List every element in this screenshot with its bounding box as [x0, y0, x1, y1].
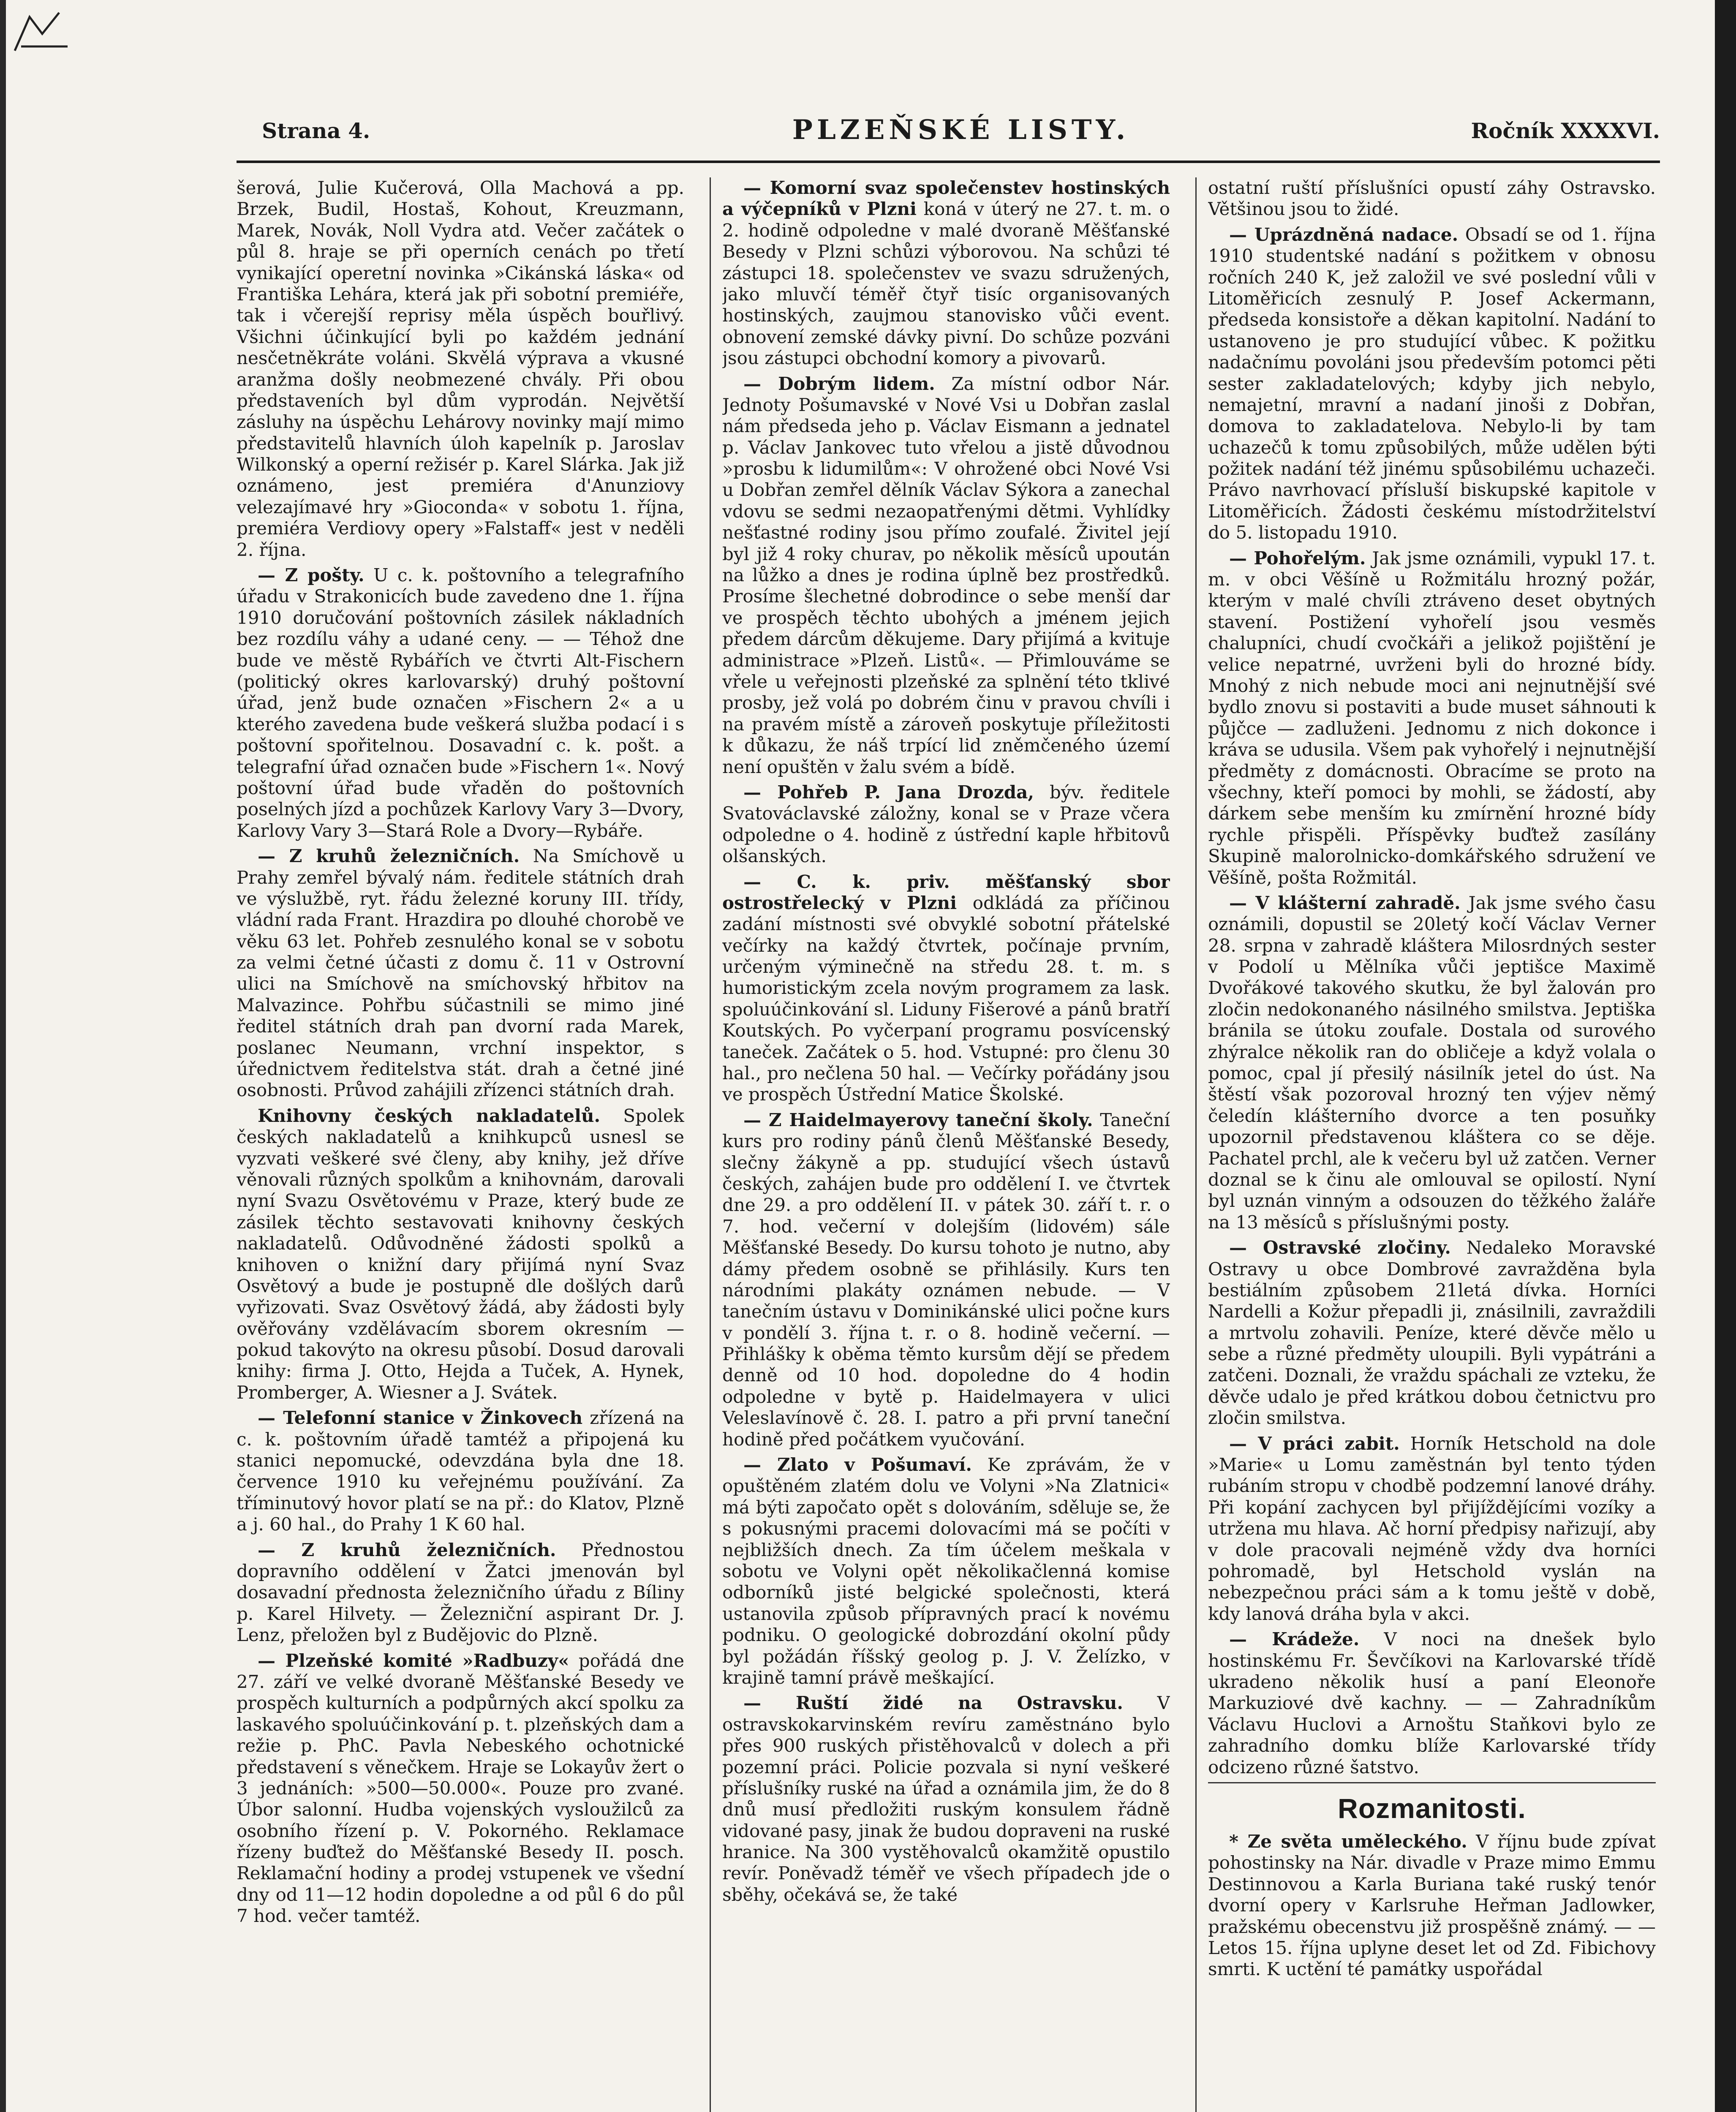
newspaper-title: PLZEŇSKÉ LISTY. [792, 114, 1130, 146]
article-text: Spolek českých nakladatelů a knihkupců usnesl se vyzvati veškeré své členy, aby knihy, jež dříve věnovali různých spolkům a knihovnám, darovali nyní Svazu Osvětovému v Praze, který bude ze zásilek těchto sestavovati knihovny českých nakladatelů. Odůvodněné žádosti spolků a knihoven o knižní dary přijímá nyní Svaz Osvětový a bude je postupně dle došlých darů vyřizovati. Svaz Osvětový žádá, aby žádosti byly ověřovány vzdělávacím sborem okresním — pokud takovýto na okresu působí. Dosud darovali knihy: firma J. Otto, Hejda a Tuček, A. Hynek, Promberger, A. Wiesner a J. Svátek. [237, 1105, 684, 1403]
article-headline: — Pohřeb P. Jana Drozda, [743, 781, 1034, 803]
article-text: ostatní ruští příslušníci opustí záhy Ostravsko. Většinou jsou to židé. [1208, 177, 1656, 220]
article [237, 846, 684, 1101]
article-headline: — Z pošty. [258, 565, 365, 586]
article-headline: — Z kruhů železničních. [258, 846, 520, 867]
article-text: Horník Hetschold na dole »Marie« u Lomu zaměstnán byl tento týden rubáním stropu v chodbě podzemní lanové dráhy. Při kopání zachycen byl přijíždějícími vozíky a utržena mu hlava. Ač horní předpisy nařizují, aby v dole pracovali nejméně vždy dva horníci pohromadě, byl Hetschold vyslán na nebezpečnou práci sám a k tomu ještě v době, kdy lanová dráha byla v akci. [1208, 1433, 1656, 1624]
article-text: Ke zprávám, že v opuštěném zlatém dolu ve Volyni »Na Zlatnici« má býti započato opět s dolováním, sděluje se, že s pokusnými pracemi dolovacími má se počíti v nejbližších dnech. Za tím účelem meškala v sobotu ve Volyni opět několikačlenná komise odborníků jisté belgické společnosti, která ustanovila způsob přípravných prací k novému podniku. O geologické dobrozdání okolní půdy byl požádán říšský geolog p. J. V. Želízko, v krajině tamní právě meškající. [722, 1454, 1170, 1688]
article-headline: — C. k. priv. měšťanský sbor ostrostřelecký v Plzni [722, 871, 1170, 913]
article [1208, 1831, 1656, 1980]
column-3 [1208, 177, 1656, 2112]
column-divider [710, 177, 711, 2112]
article-text: odkládá za příčinou zadání místnosti své obvyklé sobotní přátelské večírky na každý čtvrtek, počínaje prvním, určeným výminečně na středu 28. t. m. s humoristickým zcela novým programem za lask. spoluúčinkování sl. Liduny Fišerové a pánů bratří Koutských. Po vyčerpaní programu posvícenský taneček. Začátek o 5. hod. Vstupné: pro členu 30 hal., pro nečlena 50 hal. — Večírky pořádány jsou ve prospěch Ústřední Matice Školské. [722, 892, 1170, 1105]
article-headline: — Z Haidelmayerovy taneční školy. [743, 1109, 1093, 1130]
article-text: Za místní odbor Nár. Jednoty Pošumavské v Nové Vsi u Dobřan zaslal nám předseda jeho p. Václav Eismann a jednatel p. Václav Jankovec tuto vřelou a jistě důvodnou »prosbu k lidumilům«: V ohrožené obci Nové Vsi u Dobřan zemřel dělník Václav Sýkora a zanechal vdovu se sedmi nezaopatřenými dětmi. Vyhlídky nešťastné rodiny jsou přímo zoufalé. Živitel její byl již 4 roky churav, po několik měsíců upoután na lůžko a dnes je rodina úplně bez prostředků. Prosíme šlechetné dobrodince o sebe menší dar ve prospěch těchto ubohých a jménem jejich předem dárcům děkujeme. Dary přijímá a kvituje administrace »Plzeň. Listů«. — Přimlouváme se vřele u veřejnosti plzeňské za splnění této tklivé prosby, jež volá po dobrém činu v pravou chvíli i na pravém místě a zároveň poskytuje příležitosti k důkazu, že náš trpící lid zněmčeného území není opuštěn v žalu svém a bídě. [722, 373, 1170, 777]
article-text: koná v úterý ne 27. t. m. o 2. hodině odpoledne v malé dvoraně Měšťanské Besedy v Plzni schůzi výborovou. Na schůzi té zástupci 18. společenstev ve svazu sdružených, jako mluvčí téměř čtyř tisíc organisovaných hostinských, zaujmou stanovisko vůči event. obnovení zemské dávky pivní. Do schůze pozváni jsou zástupci obchodní komory a pivovarů. [722, 199, 1170, 369]
article-text: pořádá dne 27. září ve velké dvoraně Měšťanské Besedy ve prospěch kulturních a podpůrných akcí spolku za laskavého spoluúčinkování p. t. plzeňských dam a režie p. PhC. Pavla Nebeského ochotnické představení s věnečkem. Hraje se Lokayův žert o 3 jednáních: »500—50.000«. Pouze pro zvané. Úbor salonní. Hudba vojenských vysloužilců za osobního řízení p. V. Pokorného. Reklamace řízeny buďtež do Měšťanské Besedy II. posch. Reklamační hodiny a prodej vstupenek ve všední dny od 11—12 hodin dopoledne a od půl 6 do půl 7 hod. večer tamtéž. [237, 1650, 684, 1927]
article-headline: — Zlato v Pošumaví. [743, 1454, 972, 1475]
corner-scribble-icon [13, 8, 76, 55]
section-title-rozmanitosti: Rozmanitosti. [1338, 1792, 1526, 1824]
article-text: Obsadí se od 1. října 1910 studentské nadání s požitkem v obnosu ročních 240 K, jež založil ve své poslední vůli v Litoměřicích zesnulý P. Josef Ackermann, předseda konsistoře a děkan kapitolní. Nadání to ustanoveno je pro studující vůbec. K požitku nadačnímu povoláni jsou především potomci pěti sester zakladatelových; kdyby jich nebylo, nemajetní, mravní a nadaní jinoši z Dobřan, domova to zakladatelova. Nebylo-li by tam uchazečů k tomu způsobilých, může udělen býti požitek nadání též jinému spůsobilému uchazeči. Právo navrhovací přísluší biskupské kapitole v Litoměřicích. Žádosti českému místodržitelství do 5. listopadu 1910. [1208, 224, 1656, 543]
volume-label: Ročník XXXXVI. [1471, 118, 1660, 143]
article-headline: — Uprázdněná nadace. [1229, 224, 1458, 245]
article [1208, 224, 1656, 544]
article-text: V noci na dnešek bylo hostinskému Fr. Ševčíkovi na Karlovarské třídě ukradeno několik husí a paní Eleonoře Markuziové dvě kachny. — — Zahradníkům Václavu Huclovi a Arnoštu Staňkovi bylo ze zahradního domku blíže Karlovarské třídy odcizeno různé šatstvo. [1208, 1629, 1656, 1777]
article [1208, 548, 1656, 888]
article [237, 1650, 684, 1927]
article [237, 565, 684, 841]
article-headline: — Komorní svaz společenstev hostinských a výčepníků v Plzni [722, 177, 1170, 220]
article [722, 1454, 1170, 1688]
article [1208, 893, 1656, 1233]
article-text: Taneční kurs pro rodiny pánů členů Měšťanské Besedy, slečny žákyně a pp. studující všech ústavů českých, zahájen bude pro oddělení I. ve čtvrtek dne 29. a pro oddělení II. v pátek 30. září t. r. o 7. hod. večerní v dolejším (lidovém) sále Měšťanské Besedy. Do kursu tohoto je nutno, aby dámy předem osobně se přihlásily. Kurs ten národními plakáty oznámen nebude. — V tanečním ústavu v Dominikánské ulici počne kurs v pondělí 3. října t. r. o 8. hodině večerní. — Přihlášky k oběma těmto kursům dějí se předem denně od 10 hod. dopoledne do 4 hodin odpoledne v bytě p. Haidelmayera v ulici Veleslavínově č. 28. I. patro a při první taneční hodině před počátkem vyučování. [722, 1109, 1170, 1450]
column-2 [722, 177, 1170, 2112]
article [1208, 177, 1656, 220]
article-headline: — Ruští židé na Ostravsku. [743, 1693, 1124, 1714]
article-headline: Knihovny českých nakladatelů. [258, 1105, 601, 1126]
article-headline: — Ostravské zločiny. [1229, 1237, 1451, 1258]
article-headline: — Krádeže. [1229, 1629, 1360, 1650]
article-headline: — V práci zabit. [1229, 1433, 1400, 1454]
header-rule [237, 161, 1660, 163]
article-headline: * Ze světa uměleckého. [1229, 1831, 1467, 1852]
article [722, 177, 1170, 369]
article-headline: — Dobrým lidem. [743, 373, 935, 394]
article-text: Jak jsme oznámili, vypukl 17. t. m. v obci Věšíně u Rožmitálu hrozný požár, kterým v malé chvíli ztráveno deset obytných stavení. Postižení vyhořelí jsou vesměs chalupníci, chudí cvočkáři a jelikož pojištění je velice nepatrné, uvrženi byli do hrozné bídy. Mnohý z nich nebude moci ani nejnutnější své bydlo znovu si postaviti a bude muset sáhnouti k půjčce — zadluženi. Jednomu z nich dokonce i kráva se udusila. Všem pak vyhořelý i nejnutnější předměty z domácnosti. Obracíme se proto na všechny, kteří pomoci by mohli, se žádostí, aby dárkem sebe menším ku zmírnění hrozné bídy rychle přispěli. Příspěvky buďtež zasílány Skupině malorolnicko-domkářského sdružení ve Věšíně, pošta Rožmitál. [1208, 547, 1656, 888]
article-text: Jak jsme svého času oznámili, dopustil se 20letý kočí Václav Verner 28. srpna v zahradě kláštera Milosrdných sester v Podolí u Mělníka vůči jeptišce Maximě Dvořákové takového skutku, že byl žalován pro zločin nedokonaného násilného smilstva. Jeptiška bránila se útoku zoufale. Dostala od surového zhýralce několik ran do obličeje a když volala o pomoc, cpal jí přesilý násilník jetel do úst. Na štěstí však pozoroval hrozný ten výjev němý čeledín klášterního dvorce a ten posuňky upozornil představenou kláštera co se děje. Pachatel prchl, ale k večeru byl už zatčen. Verner doznal se k činu ale omlouval se opilostí. Nyní byl uznán vinným a odsouzen do těžkého žaláře na 13 měsíců s příslušnými posty. [1208, 892, 1656, 1233]
article-headline: — Pohořelým. [1229, 547, 1366, 569]
article [1208, 1237, 1656, 1429]
article [722, 1110, 1170, 1450]
article-text: U c. k. poštovního a telegrafního úřadu v Strakonicích bude zavedeno dne 1. října 1910 doručování poštovních zásilek nákladních bez rozdílu váhy a udané ceny. — — Téhož dne bude ve městě Rybářích ve čtvrti Alt-Fischern (politický okres karlovarský) druhý poštovní úřad, jenž bude označen »Fischern 2« a u kterého zavedena bude veškerá služba podací i s poštovní spořitelnou. Dosavadní c. k. pošt. a telegrafní úřad označen bude »Fischern 1«. Nový poštovní úřad bude vřaděn do poštovních poselných jízd a pochůzek Karlovy Vary 3—Dvory, Karlovy Vary 3—Stará Role a Dvory—Rybáře. [237, 565, 684, 841]
page-header [262, 114, 1660, 148]
article [1208, 1433, 1656, 1625]
section-rule [1208, 1782, 1656, 1783]
scan-right-edge [1715, 0, 1736, 2112]
article-headline: — V klášterní zahradě. [1229, 892, 1461, 913]
article [1208, 1629, 1656, 1778]
column-3-articles [1208, 177, 1656, 1778]
article [722, 871, 1170, 1105]
article [722, 782, 1170, 867]
article [237, 177, 684, 561]
article [237, 1105, 684, 1403]
article [722, 1693, 1170, 1905]
page-number: Strana 4. [262, 118, 370, 143]
article-text: Přednostou dopravního oddělení v Žatci jmenován byl dosavadní přednosta železničního úřadu z Bíliny p. Karel Hilvety. — Železniční aspirant Dr. J. Lenz, přeložen byl z Budějovic do Plzně. [237, 1539, 684, 1646]
column-1 [237, 177, 684, 2112]
article-headline: — Telefonní stanice v Žinkovech [258, 1407, 583, 1429]
article-headline: — Z kruhů železničních. [258, 1539, 556, 1560]
article-text: Nedaleko Moravské Ostravy u obce Dombrové zavražděna byla bestiálním způsobem 21letá dívka. Horníci Nardelli a Kožur přepadli ji, znásilnili, zavraždili a mrtvolu zohavili. Peníze, které děvče mělo u sebe a různé předměty uloupili. Byli vypátráni a zatčeni. Doznali, že vraždu spáchali ze vzteku, že děvče udalo je před krátkou dobou četnictvu pro zločin smilstva. [1208, 1237, 1656, 1429]
article-text: Na Smíchově u Prahy zemřel bývalý nám. ředitele státních drah ve výslužbě, ryt. řádu železné koruny III. třídy, vládní rada Frant. Hrazdira po dlouhé chorobě ve věku 63 let. Pohřeb zesnulého konal se v sobotu za velmi četné účasti z domu č. 11 v Ostrovní ulici na Smíchově na smíchovský hřbitov na Malvazince. Pohřbu súčastnili se mimo jiné ředitel státních drah pan dvorní rada Marek, poslanec Neumann, vrchní inspektor, s úřednictvem ředitelstva stát. drah a četné jiné osobnosti. Průvod zahájili zřízenci státních drah. [237, 846, 684, 1101]
article-text: šerová, Julie Kučerová, Olla Machová a pp. Brzek, Budil, Hostaš, Kohout, Kreuzmann, Marek, Novák, Noll Vydra atd. Večer začátek o půl 8. hraje se při operních cenách po třetí vynikající operetní novinka »Cikánská láska« od Františka Lehára, která jak při sobotní premiéře, tak i včerejší reprisy měla úspěch bouřlivý. Všichni účinkující byli po každém jednání nesčetněkráte voláni. Skvělá výprava a vkusné aranžma došly neobmezené chvály. Při obou představeních byl dům vyprodán. Největší zásluhy na úspěchu Lehárovy novinky mají mimo představitelů hlavních úloh kapelník p. Jaroslav Wilkonský a operní režisér p. Karel Slárka. Jak již oznámeno, jest premiéra d'Anunziovy velezajímavé hry »Gioconda« v sobotu 1. října, premiéra Verdiovy opery »Falstaff« jest v neděli 2. října. [237, 177, 684, 560]
article-text: V říjnu bude zpívat pohostinsky na Nár. divadle v Praze mimo Emmu Destinnovou a Karla Buriana také ruský tenór dvorní opery v Karlsruhe Heřman Jadlowker, pražskému obecenstvu již prospěšně známý. — — Letos 15. října uplyne deset let od Zd. Fibichovy smrti. K uctění té památky uspořádal [1208, 1831, 1656, 1980]
article [237, 1540, 684, 1646]
article-text: V ostravskokarvinském revíru zaměstnáno bylo přes 900 ruských přistěhovalců v dolech a při pozemní práci. Policie pozvala si nyní veškeré příslušníky ruské na úřad a oznámila jim, že do 8 dnů musí předložiti ruským konsulem řádně vidované pasy, jinak že budou dopraveni na ruské hranice. Na 300 vystěhovalců okamžitě opustilo revír. Poněvadž téměř ve všech případech jde o sběhy, očekává se, že také [722, 1693, 1170, 1905]
column-divider [1195, 177, 1197, 2112]
article-text: zřízená na c. k. poštovním úřadě tamtéž a připojená ku stanici nepomucké, odevzdána byla dne 18. července 1910 ku veřejnému používání. Za tříminutový hovor platí se na př.: do Klatov, Plzně a j. 60 hal., do Prahy 1 K 60 hal. [237, 1407, 684, 1535]
scan-left-edge [0, 0, 6, 2112]
article-headline: — Plzeňské komité »Radbuzy« [258, 1650, 569, 1671]
article [237, 1407, 684, 1535]
article [722, 373, 1170, 778]
article-text: býv. ředitele Svatováclavské záložny, konal se v Praze včera odpoledne o 4. hodině z ústřední kaple hřbitovů olšanských. [722, 781, 1170, 867]
